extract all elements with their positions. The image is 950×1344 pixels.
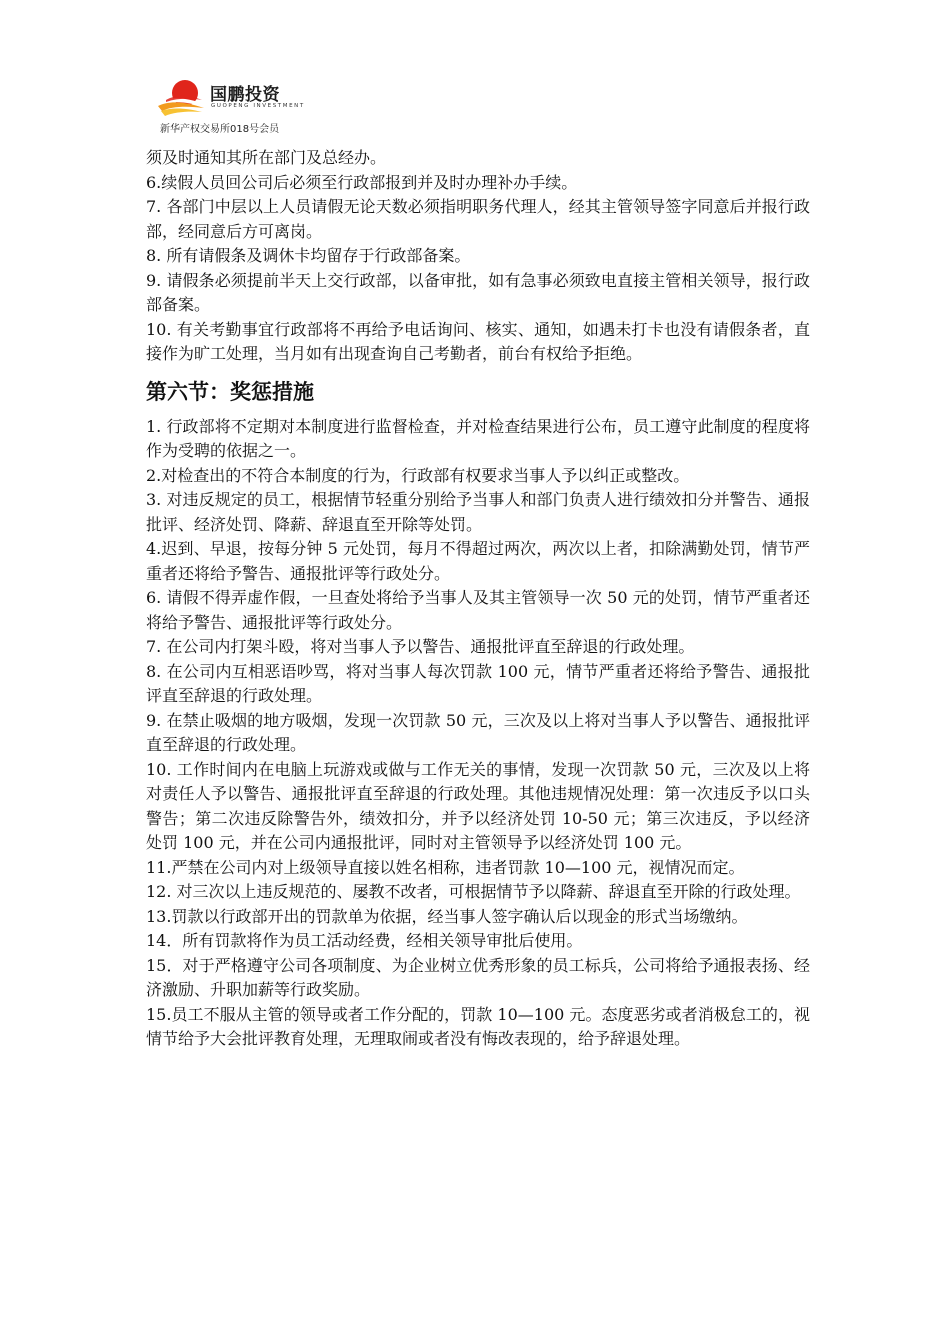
company-name-english: GUOPENG INVESTMENT [211,103,305,109]
document-body [146,146,810,1052]
paragraph: 8. 所有请假条及调休卡均留存于行政部备案。 [146,246,471,265]
paragraph: 14．所有罚款将作为员工活动经费，经相关领导审批后使用。 [146,931,583,950]
paragraph: 须及时通知其所在部门及总经办。 [146,148,387,167]
paragraph: 13.罚款以行政部开出的罚款单为依据，经当事人签字确认后以现金的形式当场缴纳。 [146,906,748,926]
company-logo [158,78,318,134]
member-note: 新华产权交易所018号会员 [160,124,280,135]
paragraph: 11.严禁在公司内对上级领导直接以姓名相称，违者罚款 10—100 元，视情况而定。 [146,857,745,877]
paragraph: 8. 在公司内互相恶语吵骂，将对当事人每次罚款 100 元，情节严重者还将给予警告、通报批评直至辞退的行政处理。 [146,661,810,705]
logo-sun-icon [158,78,206,118]
paragraph: 7. 在公司内打架斗殴，将对当事人予以警告、通报批评直至辞退的行政处理。 [146,637,695,656]
paragraph: 7. 各部门中层以上人员请假无论天数必须指明职务代理人，经其主管领导签字同意后并报行政部，经同意后方可离岗。 [146,197,810,241]
section-title: 第六节：奖惩措施 [146,379,314,404]
paragraph: 10. 工作时间内在电脑上玩游戏或做与工作无关的事情，发现一次罚款 50 元，三次及以上将对责任人予以警告、通报批评直至辞退的行政处理。其他违规情况处理：第一次违反予以口头警告；第二次违反除警告外，绩效扣分，并予以经济处罚 10-50 元；第三次违反，予以经济处罚 100 元，并在公司内通报批评，同时对主管领导予以经济处罚 100 元。 [146,759,810,852]
paragraph: 2.对检查出的不符合本制度的行为，行政部有权要求当事人予以纠正或整改。 [146,465,690,485]
paragraph: 12. 对三次以上违反规范的、屡教不改者，可根据情节予以降薪、辞退直至开除的行政处理。 [146,882,801,901]
paragraph: 15.员工不服从主管的领导或者工作分配的，罚款 10—100 元。态度恶劣或者消极怠工的，视情节给予大会批评教育处理，无理取闹或者没有悔改表现的，给予辞退处理。 [146,1004,810,1048]
paragraph: 3. 对违反规定的员工，根据情节轻重分别给予当事人和部门负责人进行绩效扣分并警告、通报批评、经济处罚、降薪、辞退直至开除等处罚。 [146,490,810,534]
paragraph: 6. 请假不得弄虚作假，一旦查处将给予当事人及其主管领导一次 50 元的处罚，情节严重者还将给予警告、通报批评等行政处分。 [146,588,810,632]
paragraph: 10. 有关考勤事宜行政部将不再给予电话询问、核实、通知，如遇未打卡也没有请假条者，直接作为旷工处理，当月如有出现查询自己考勤者，前台有权给予拒绝。 [146,319,810,363]
company-name: 国鹏投资 [210,85,280,105]
paragraph: 4.迟到、早退，按每分钟 5 元处罚，每月不得超过两次，两次以上者，扣除满勤处罚，情节严重者还将给予警告、通报批评等行政处分。 [146,539,810,583]
paragraph: 9. 在禁止吸烟的地方吸烟，发现一次罚款 50 元，三次及以上将对当事人予以警告、通报批评直至辞退的行政处理。 [146,710,810,754]
paragraph: 6.续假人员回公司后必须至行政部报到并及时办理补办手续。 [146,172,578,192]
paragraph: 9. 请假条必须提前半天上交行政部，以备审批，如有急事必须致电直接主管相关领导，报行政部备案。 [146,270,810,314]
paragraph: 1. 行政部将不定期对本制度进行监督检查，并对检查结果进行公布，员工遵守此制度的程度将作为受聘的依据之一。 [146,416,810,460]
paragraph: 15．对于严格遵守公司各项制度、为企业树立优秀形象的员工标兵，公司将给予通报表扬、经济激励、升职加薪等行政奖励。 [146,955,810,999]
